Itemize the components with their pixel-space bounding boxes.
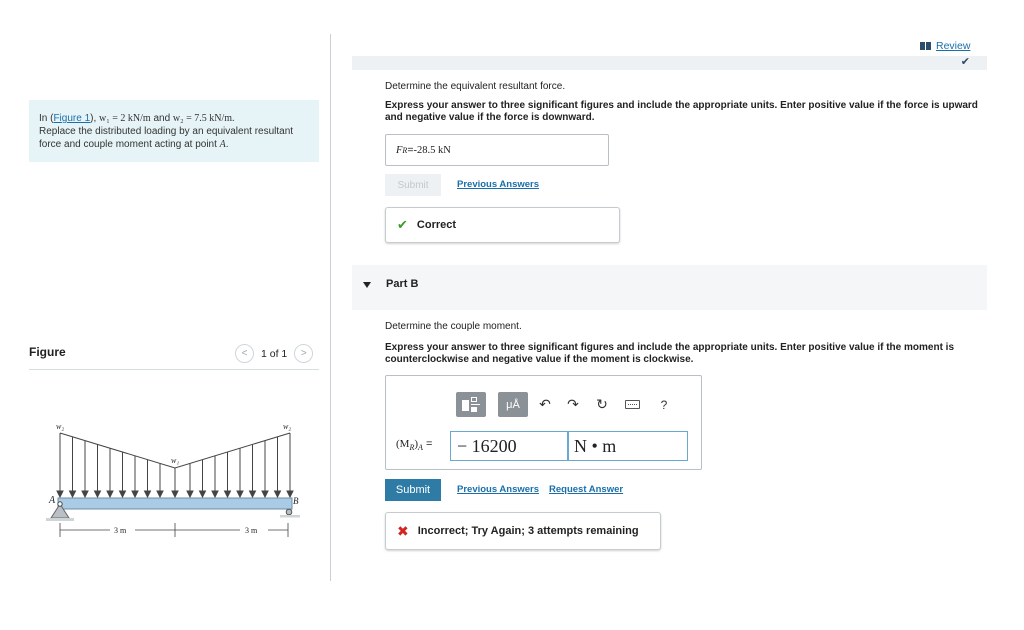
- label-dim-left: 3 m: [114, 526, 127, 535]
- part-b-prompt: Determine the couple moment.: [385, 321, 522, 332]
- part-a-submit-button[interactable]: Submit: [385, 174, 441, 196]
- keyboard-icon: [625, 400, 640, 409]
- request-answer-link[interactable]: Request Answer: [549, 484, 624, 495]
- roller-support-b: [286, 509, 292, 515]
- figure-divider: [29, 369, 319, 370]
- keyboard-button[interactable]: [623, 392, 641, 417]
- beam-figure: [40, 425, 310, 545]
- figure-title: Figure: [29, 345, 66, 359]
- book-icon: [920, 42, 931, 50]
- part-a-feedback: ✔ Correct: [385, 207, 620, 243]
- label-w2-right: w₂: [283, 425, 292, 431]
- part-a-header[interactable]: [352, 56, 987, 70]
- checkmark-icon: ✔: [960, 56, 970, 68]
- label-w2-left: w₂: [56, 425, 65, 431]
- redo-icon[interactable]: ↷: [567, 396, 579, 412]
- column-divider: [330, 34, 331, 581]
- label-w1: w₁: [171, 456, 180, 465]
- figure-link[interactable]: Figure 1: [53, 113, 91, 124]
- label-a: A: [49, 495, 56, 506]
- moment-unit-input[interactable]: N • m: [568, 431, 688, 461]
- label-b: B: [293, 496, 299, 506]
- part-a-instructions: Express your answer to three significant figures and include the appropriate units. Enter positive value if the force is upward and negative value if the force is downward.: [385, 100, 978, 123]
- problem-statement: [29, 100, 319, 162]
- part-a-previous-answers-link[interactable]: Previous Answers: [457, 179, 540, 190]
- part-b-submit-button[interactable]: Submit: [385, 479, 441, 501]
- part-b-previous-answers-link[interactable]: Previous Answers: [457, 484, 540, 495]
- undo-icon[interactable]: ↶: [539, 396, 551, 412]
- answer-editor: [385, 375, 702, 470]
- next-figure-button[interactable]: >: [294, 344, 313, 363]
- incorrect-x-icon: ✖: [397, 522, 409, 539]
- problem-line-2: Replace the distributed loading by an equivalent resultant force and couple moment acting at point A.: [39, 126, 294, 150]
- w1-expression: w₁ = 2 kN/m: [99, 113, 151, 124]
- templates-button[interactable]: [456, 392, 486, 417]
- units-button[interactable]: μÅ: [498, 392, 528, 417]
- collapse-triangle-icon[interactable]: [363, 282, 371, 288]
- review-link[interactable]: Review: [920, 40, 970, 52]
- point-a: A: [219, 139, 226, 150]
- figure-page-indicator: 1 of 1: [261, 347, 288, 360]
- beam: [58, 498, 292, 509]
- label-dim-right: 3 m: [245, 526, 258, 535]
- part-b-title: Part B: [386, 278, 419, 290]
- problem-line-1: In (Figure 1), w₁ = 2 kN/m and w₂ = 7.5 kN/m.: [39, 113, 235, 124]
- correct-check-icon: ✔: [397, 217, 408, 232]
- moment-value-input[interactable]: − 16200: [450, 431, 568, 461]
- moment-label: $(M_R)_A$ =: [396, 438, 433, 453]
- part-b-header[interactable]: [352, 265, 987, 310]
- part-a-answer-value: -28.5 kN: [413, 144, 451, 156]
- part-b-feedback: ✖ Incorrect; Try Again; 3 attempts remaining: [385, 512, 661, 550]
- part-a-prompt: Determine the equivalent resultant force.: [385, 81, 566, 92]
- fraction-template-icon: [462, 397, 480, 413]
- w2-expression: w₂ = 7.5 kN/m.: [172, 113, 235, 124]
- help-button[interactable]: ?: [660, 397, 668, 412]
- figure-pager: [235, 344, 313, 363]
- part-a-answer: F R = -28.5 kN: [385, 134, 609, 166]
- part-b-instructions: Express your answer to three significant figures and include the appropriate units. Enter positive value if the moment is counterclockwise and negative value if the moment is clockwise.: [385, 342, 955, 365]
- prev-figure-button[interactable]: <: [235, 344, 254, 363]
- reset-icon[interactable]: ↻: [596, 396, 608, 412]
